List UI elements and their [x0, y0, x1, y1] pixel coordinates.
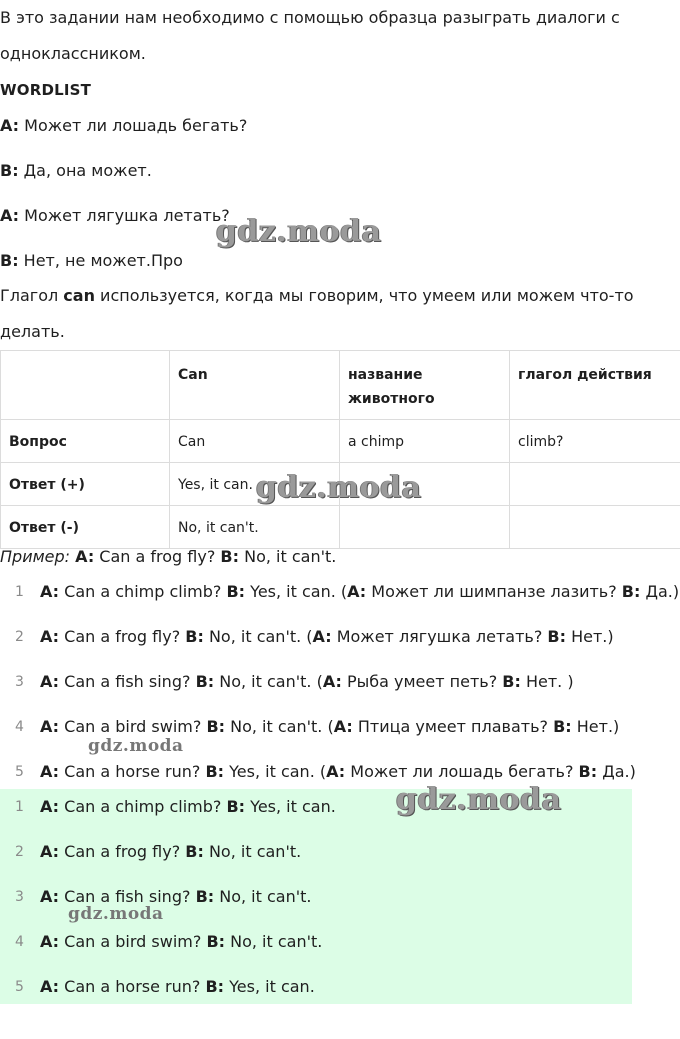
grammar-line-2: делать.: [0, 322, 65, 341]
table-row: [1, 506, 680, 549]
table-cell: Can: [170, 351, 340, 420]
table-cell: Ответ (+): [1, 463, 170, 506]
wordlist-item: B: Нет, не может.Про: [0, 251, 183, 270]
wordlist-item: B: Да, она может.: [0, 161, 152, 180]
table-cell: climb?: [510, 420, 680, 463]
table-header-row: [1, 351, 680, 420]
table-cell: [510, 506, 680, 549]
table-row: [1, 420, 680, 463]
table-cell: [1, 351, 170, 420]
table-cell: a chimp: [340, 420, 510, 463]
wordlist-item: A: Может ли лошадь бегать?: [0, 116, 248, 135]
watermark: gdz.moda: [216, 214, 382, 249]
table-cell: [510, 463, 680, 506]
watermark: gdz.moda: [256, 470, 422, 505]
intro-line-2: одноклассником.: [0, 44, 146, 63]
grammar-table: [0, 350, 680, 549]
table-cell: Yes, it can.: [170, 463, 340, 506]
watermark: gdz.moda: [88, 736, 184, 756]
table-cell: No, it can't.: [170, 506, 340, 549]
wordlist-title: WORDLIST: [0, 81, 92, 99]
table-cell: [340, 506, 510, 549]
table-cell: глагол действия: [510, 351, 680, 420]
watermark: gdz.moda: [396, 782, 562, 817]
wordlist-item: A: Может лягушка летать?: [0, 206, 230, 225]
watermark: gdz.moda: [68, 904, 164, 924]
table-cell: Can: [170, 420, 340, 463]
example-line: Пример: A: Can a frog fly? B: No, it can't.: [0, 547, 337, 566]
table-cell: Вопрос: [1, 420, 170, 463]
table-cell: название животного: [340, 351, 510, 420]
intro-line-1: В это задании нам необходимо с помощью образца разыграть диалоги с: [0, 8, 620, 27]
table-cell: Ответ (-): [1, 506, 170, 549]
grammar-line-1: Глагол can используется, когда мы говорим, что умеем или можем что-то: [0, 286, 634, 305]
